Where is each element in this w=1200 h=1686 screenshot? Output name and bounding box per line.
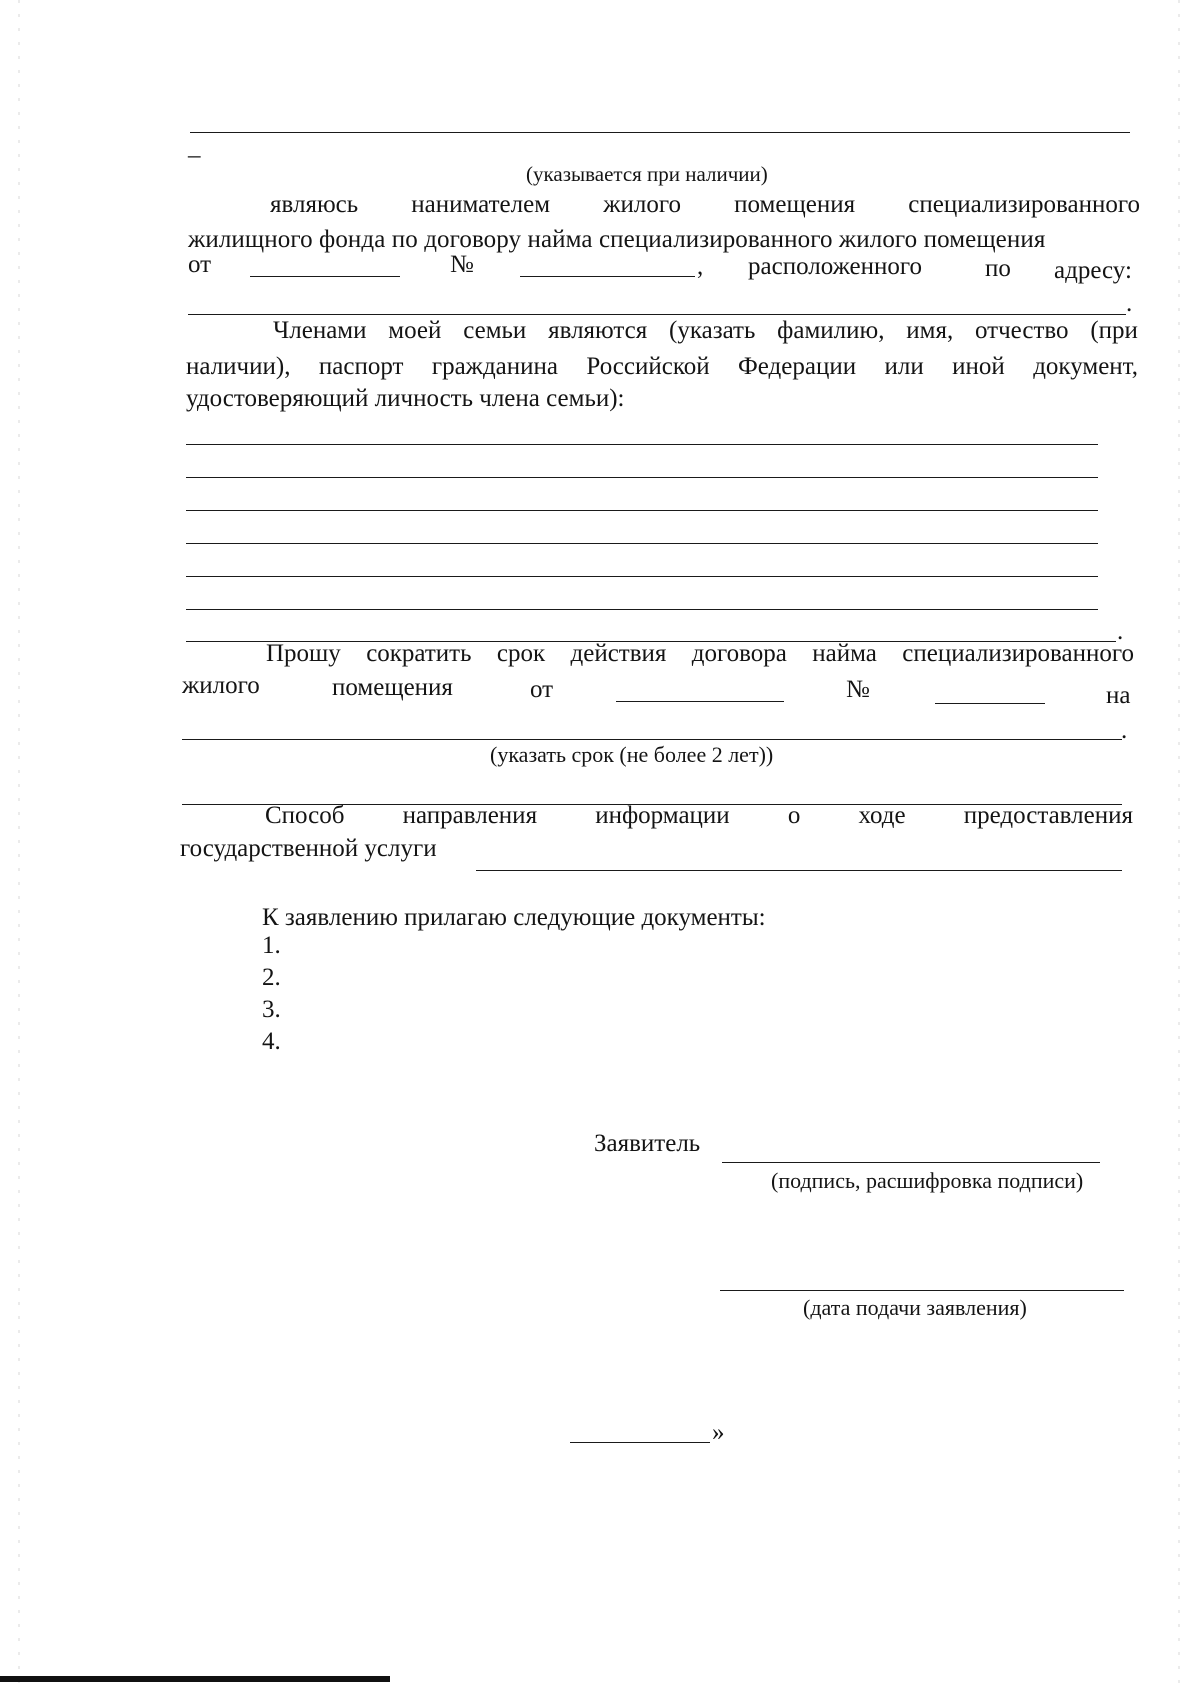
signature-field-line[interactable] [722, 1162, 1100, 1163]
note-if-present: (указывается при наличии) [526, 162, 768, 186]
tenant-word: помещения [734, 191, 856, 218]
method-word: о [787, 802, 801, 829]
on-label: на [1106, 682, 1131, 709]
tenant-line-1 [270, 190, 1140, 220]
request-word: от [530, 676, 554, 703]
from-label: от [188, 251, 212, 278]
family-word: (указать [669, 317, 756, 344]
tenant-word: являюсь [270, 191, 359, 218]
address-label: адресу: [1054, 257, 1132, 284]
tenant-word: нанимателем [411, 191, 551, 218]
tenant-line-3 [188, 250, 1140, 290]
at-label: по [985, 255, 1011, 282]
family-word: документ, [1033, 353, 1138, 380]
applicant-label: Заявитель [594, 1130, 701, 1157]
comma: , [697, 253, 704, 280]
request-line-2 [182, 671, 1136, 711]
request-word: жилого [182, 672, 260, 699]
family-member-line[interactable] [186, 543, 1098, 544]
term-note: (указать срок (не более 2 лет)) [490, 742, 774, 767]
family-word: или [884, 353, 924, 380]
request-word: специализированного [902, 640, 1134, 667]
request-word: помещения [332, 674, 453, 701]
scan-edge-noise-right [1178, 0, 1180, 1686]
term-period: . [1121, 717, 1128, 744]
request-word: сократить [366, 640, 472, 667]
family-period: . [1117, 618, 1124, 645]
top-blank-line[interactable] [190, 132, 1130, 133]
family-word: имя, [906, 317, 954, 344]
family-word: моей [388, 317, 442, 344]
request-word: действия [570, 640, 667, 667]
request-word: договора [691, 640, 787, 667]
method-field-line[interactable] [476, 870, 1122, 871]
number-sign: № [450, 251, 474, 278]
contract-number-field[interactable] [520, 254, 695, 277]
family-word: наличии), [186, 353, 291, 380]
family-word: Федерации [738, 353, 857, 380]
family-line-2 [186, 352, 1138, 382]
family-word: семьи [463, 317, 527, 344]
family-word: гражданина [431, 353, 558, 380]
family-member-line[interactable] [186, 576, 1098, 577]
request-word: срок [496, 640, 546, 667]
family-member-line[interactable] [186, 510, 1098, 511]
family-word: отчество [975, 317, 1069, 344]
attachment-item: 2. [262, 964, 281, 991]
tenant-word: жилого [603, 191, 681, 218]
request-line-1 [266, 639, 1134, 669]
address-period: . [1126, 290, 1133, 317]
method-word: Способ [265, 802, 345, 829]
attachment-item: 1. [262, 932, 281, 959]
family-member-line[interactable] [186, 444, 1098, 445]
family-word: (при [1090, 317, 1138, 344]
family-line-3: удостоверяющий личность члена семьи): [186, 385, 625, 412]
tenant-line-2: жилищного фонда по договору найма специализированного жилого помещения [188, 226, 1046, 253]
family-word: фамилию, [777, 317, 885, 344]
address-field-line[interactable] [188, 314, 1126, 315]
attachment-item: 4. [262, 1028, 281, 1055]
request-number-field[interactable] [935, 681, 1045, 704]
family-word: являются [548, 317, 648, 344]
scan-bottom-edge-bar [0, 1676, 390, 1682]
family-word: паспорт [318, 353, 404, 380]
number-sign: № [846, 676, 870, 703]
method-line-2: государственной услуги [180, 835, 437, 862]
header-dash: _ [188, 133, 201, 160]
attachment-item: 3. [262, 996, 281, 1023]
footer-blank-line[interactable] [570, 1442, 710, 1443]
attachments-intro: К заявлению прилагаю следующие документы: [262, 904, 766, 931]
located-label: расположенного [748, 253, 923, 280]
scan-edge-noise-left [18, 0, 20, 1686]
method-word: предоставления [963, 802, 1133, 829]
request-date-field[interactable] [616, 679, 784, 702]
contract-date-field[interactable] [250, 254, 400, 277]
method-word: информации [595, 802, 730, 829]
request-word: найма [812, 640, 877, 667]
family-member-line[interactable] [186, 477, 1098, 478]
family-word: Членами [273, 317, 367, 344]
date-note: (дата подачи заявления) [803, 1295, 1027, 1320]
method-word: ходе [858, 802, 906, 829]
date-field-line[interactable] [720, 1290, 1124, 1291]
term-field-line[interactable] [182, 739, 1122, 740]
method-line-1 [265, 801, 1133, 831]
family-word: Российской [586, 353, 710, 380]
method-word: направления [402, 802, 538, 829]
request-word: Прошу [266, 640, 341, 667]
family-word: иной [952, 353, 1005, 380]
family-member-line[interactable] [186, 609, 1098, 610]
closing-quote: » [712, 1419, 725, 1446]
family-line-1 [273, 316, 1138, 346]
tenant-word: специализированного [908, 191, 1140, 218]
signature-note: (подпись, расшифровка подписи) [771, 1168, 1084, 1193]
